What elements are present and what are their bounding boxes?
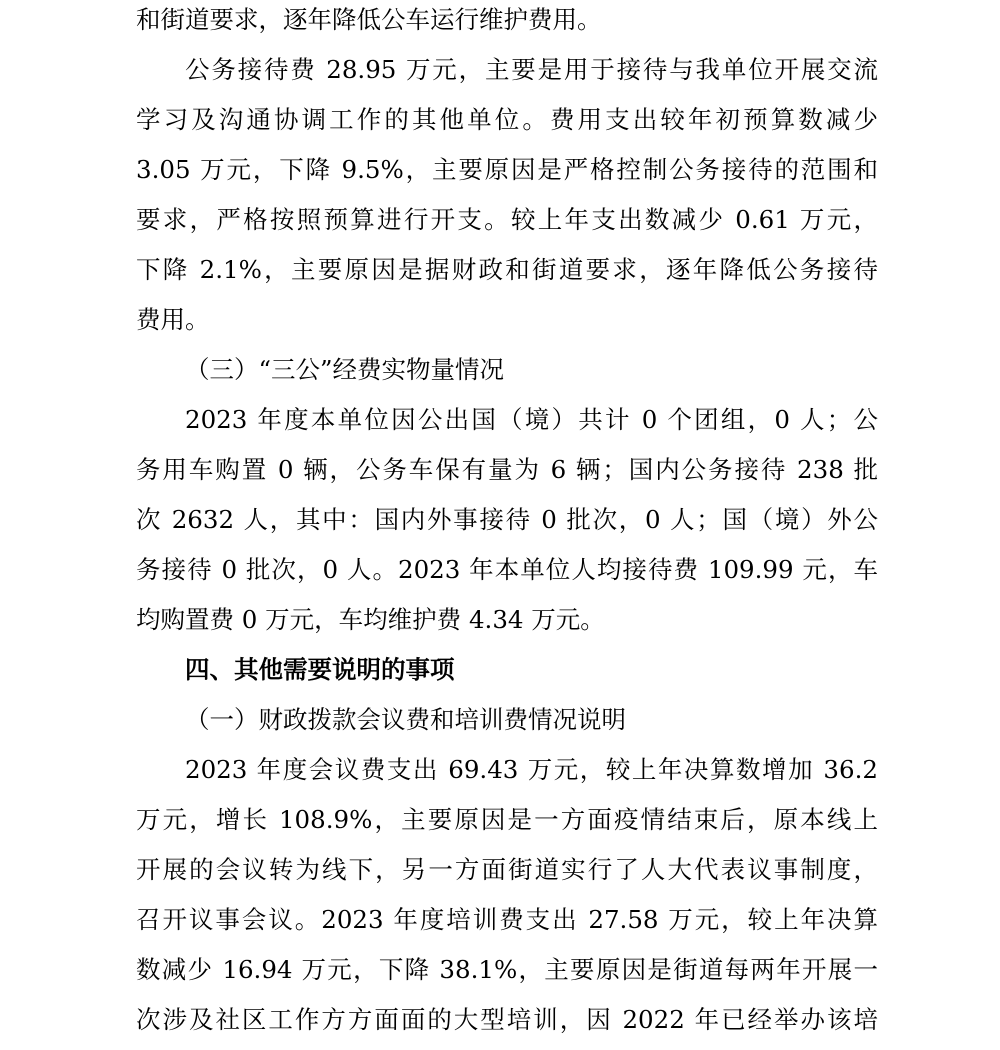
paragraph-line: 费用。 (136, 305, 210, 334)
paragraph-line: 2023 年度会议费支出 69.43 万元，较上年决算数增加 36.2 (185, 755, 878, 784)
section-heading: 四、其他需要说明的事项 (185, 655, 455, 684)
paragraph-line: 开展的会议转为线下，另一方面街道实行了人大代表议事制度， (136, 855, 878, 884)
paragraph-line: 公务接待费 28.95 万元，主要是用于接待与我单位开展交流 (185, 55, 878, 84)
paragraph-line: 学习及沟通协调工作的其他单位。费用支出较年初预算数减少 (136, 105, 878, 134)
paragraph-line: 均购置费 0 万元，车均维护费 4.34 万元。 (136, 605, 605, 634)
section-subheading: （一）财政拨款会议费和培训费情况说明 (185, 705, 626, 734)
paragraph-line: 次 2632 人，其中：国内外事接待 0 批次，0 人；国（境）外公 (136, 505, 878, 534)
paragraph-line: 和街道要求，逐年降低公车运行维护费用。 (136, 5, 602, 34)
paragraph-line: 要求，严格按照预算进行开支。较上年支出数减少 0.61 万元， (136, 205, 878, 234)
paragraph-line: 务用车购置 0 辆，公务车保有量为 6 辆；国内公务接待 238 批 (136, 455, 878, 484)
paragraph-line: 次涉及社区工作方方面面的大型培训，因 2022 年已经举办该培 (136, 1005, 878, 1034)
paragraph-line: 2023 年度本单位因公出国（境）共计 0 个团组，0 人；公 (185, 405, 878, 434)
section-subheading: （三）“三公”经费实物量情况 (185, 355, 505, 384)
paragraph-line: 下降 2.1%，主要原因是据财政和街道要求，逐年降低公务接待 (136, 255, 878, 284)
paragraph-line: 召开议事会议。2023 年度培训费支出 27.58 万元，较上年决算 (136, 905, 878, 934)
paragraph-line: 万元，增长 108.9%，主要原因是一方面疫情结束后，原本线上 (136, 805, 878, 834)
paragraph-line: 数减少 16.94 万元，下降 38.1%，主要原因是街道每两年开展一 (136, 955, 878, 984)
paragraph-line: 3.05 万元，下降 9.5%，主要原因是严格控制公务接待的范围和 (136, 155, 878, 184)
paragraph-line: 务接待 0 批次，0 人。2023 年本单位人均接待费 109.99 元，车 (136, 555, 878, 584)
